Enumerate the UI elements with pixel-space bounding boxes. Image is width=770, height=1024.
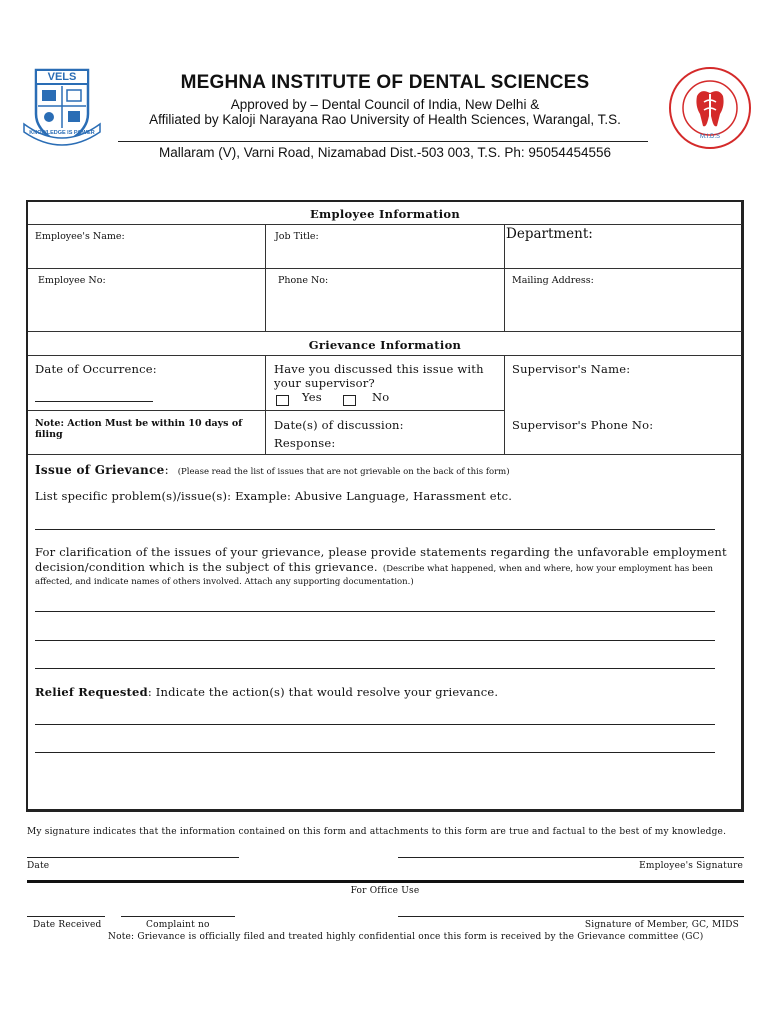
- clarification-input-line[interactable]: [35, 640, 715, 641]
- issues-input-line[interactable]: [35, 529, 715, 530]
- office-use-rule: [27, 880, 744, 883]
- clarification-line3: affected, and indicate names of others involved. Attach any supporting documentation.): [35, 577, 414, 587]
- dates-of-discussion-field[interactable]: Date(s) of discussion:: [274, 418, 404, 432]
- vels-logo-motto: KNOWLEDGE IS POWER: [29, 130, 95, 136]
- filing-note: Note: Action Must be within 10 days of filing: [35, 418, 243, 440]
- issue-heading: [35, 459, 510, 478]
- divider: [28, 331, 742, 332]
- member-signature-line[interactable]: [398, 916, 744, 917]
- no-checkbox[interactable]: [343, 395, 356, 406]
- discussed-question-line1: Have you discussed this issue with: [274, 362, 484, 376]
- employee-info-title: Employee Information: [309, 207, 461, 221]
- date-label: Date: [27, 861, 50, 871]
- grievance-info-title: Grievance Information: [308, 338, 462, 352]
- clarification-line1: For clarification of the issues of your grievance, please provide statements regarding the unfavorable employment: [35, 545, 727, 559]
- clarification-note: (Describe what happened, when and where, how your employment has been: [382, 564, 713, 574]
- clarification-line2: decision/condition which is the subject of this grievance.: [35, 560, 378, 574]
- discussed-question-line2: your supervisor?: [274, 376, 375, 390]
- response-field[interactable]: Response:: [274, 436, 336, 450]
- department-field[interactable]: Department:: [506, 226, 593, 242]
- no-label: No: [372, 390, 390, 404]
- vels-logo-text: VELS: [47, 71, 77, 83]
- issue-heading-note: (Please read the list of issues that are not grievable on the back of this form): [177, 467, 510, 477]
- relief-input-line[interactable]: [35, 724, 715, 725]
- complaint-no-line[interactable]: [121, 916, 235, 917]
- divider: [504, 224, 505, 331]
- phone-no-field[interactable]: Phone No:: [278, 275, 329, 286]
- declaration: My signature indicates that the information contained on this form and attachments to this form are true and factual to the best of my knowledge.: [27, 827, 727, 837]
- complaint-no-label: Complaint no: [146, 920, 210, 930]
- date-of-occurrence-input[interactable]: [35, 401, 153, 402]
- job-title-field[interactable]: Job Title:: [275, 231, 319, 242]
- relief-input-line[interactable]: [35, 752, 715, 753]
- divider: [28, 410, 504, 411]
- header-rule: [118, 141, 648, 142]
- affiliation-line: Affiliated by Kaloji Narayana Rao University of Health Sciences, Warangal, T.S.: [149, 112, 621, 127]
- divider: [504, 355, 505, 454]
- divider: [265, 224, 266, 331]
- issue-heading-label: Issue of Grievance: [35, 463, 165, 477]
- supervisor-name-field[interactable]: Supervisor's Name:: [512, 362, 631, 376]
- date-of-occurrence-label: Date of Occurrence:: [35, 362, 157, 376]
- employee-no-field[interactable]: Employee No:: [38, 275, 106, 286]
- employee-name-field[interactable]: Employee's Name:: [35, 231, 125, 242]
- supervisor-phone-field[interactable]: Supervisor's Phone No:: [512, 418, 654, 432]
- issue-heading-colon: :: [164, 463, 169, 477]
- divider: [265, 355, 266, 454]
- institute-title: MEGHNA INSTITUTE OF DENTAL SCIENCES: [180, 72, 590, 93]
- member-signature-label: Signature of Member, GC, MIDS: [584, 920, 739, 930]
- clarification-text: [35, 546, 725, 589]
- relief-heading: [35, 685, 498, 699]
- yes-checkbox[interactable]: [276, 395, 289, 406]
- relief-heading-text: : Indicate the action(s) that would resolve your grievance.: [147, 685, 499, 699]
- employee-signature-line[interactable]: [398, 857, 744, 858]
- list-issues-prompt: List specific problem(s)/issue(s): Example: Abusive Language, Harassment etc.: [35, 489, 513, 503]
- divider: [28, 224, 742, 225]
- relief-heading-label: Relief Requested: [35, 685, 148, 699]
- yes-label: Yes: [302, 390, 322, 404]
- office-use-label: For Office Use: [350, 886, 420, 896]
- employee-signature-label: Employee's Signature: [639, 861, 743, 871]
- divider: [28, 355, 742, 356]
- divider: [28, 454, 742, 455]
- divider: [28, 268, 742, 269]
- approval-line: Approved by – Dental Council of India, New Delhi &: [230, 97, 540, 112]
- date-received-line[interactable]: [27, 916, 105, 917]
- mids-logo-abbr: M.I.D.S: [699, 134, 720, 140]
- clarification-input-line[interactable]: [35, 668, 715, 669]
- address-line: Mallaram (V), Varni Road, Nizamabad Dist.-503 003, T.S. Ph: 95054454556: [159, 145, 611, 160]
- mailing-address-field[interactable]: Mailing Address:: [512, 275, 594, 286]
- grievance-form: [26, 200, 744, 812]
- date-input-line[interactable]: [27, 857, 239, 858]
- clarification-input-line[interactable]: [35, 611, 715, 612]
- final-note: Note: Grievance is officially filed and treated highly confidential once this form is received by the Grievance committee (GC): [108, 932, 704, 942]
- date-received-label: Date Received: [33, 920, 102, 930]
- discussed-question: [274, 362, 484, 390]
